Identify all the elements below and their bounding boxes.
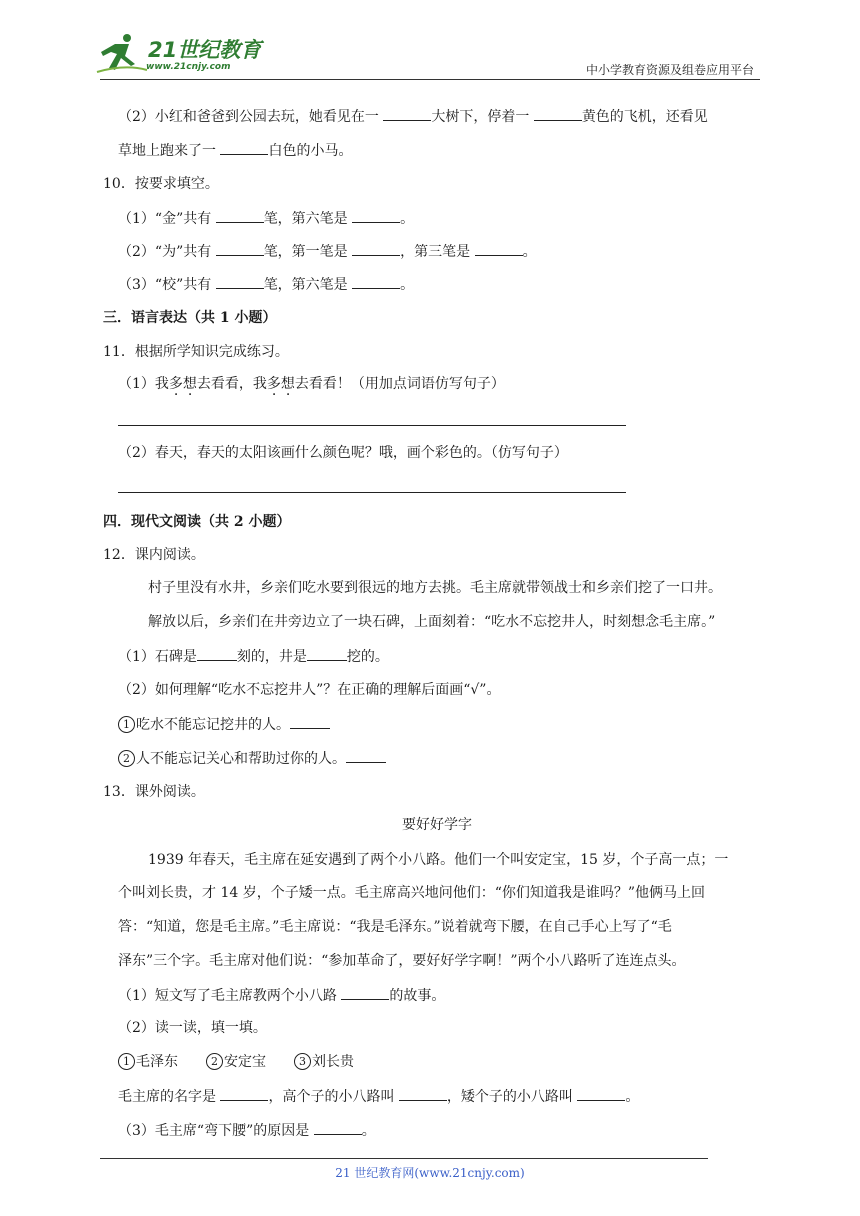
header-divider — [100, 79, 760, 80]
q13-2: （2）读一读，填一填。 — [118, 1020, 267, 1036]
q13-para-line1: 1939 年春天，毛主席在延安遇到了两个小八路。他们一个叫安定宝，15 岁，个子高一点；一 — [148, 852, 729, 868]
logo-text: 21世纪教育 — [148, 38, 262, 62]
q12-1: （1）石碑是 刻的，井是 挖的。 — [118, 646, 389, 667]
answer-blank[interactable] — [475, 241, 523, 256]
answer-blank[interactable] — [197, 646, 237, 661]
page-header — [0, 0, 860, 80]
q13-choices: 1 毛泽东 2 安定宝 3 刘长贵 — [118, 1052, 354, 1072]
section-4-heading: 四．现代文阅读（共 2 小题） — [103, 514, 291, 530]
answer-line[interactable] — [118, 492, 626, 493]
q10-3: （3）“校”共有 笔，第六笔是 。 — [118, 274, 414, 295]
q13-3: （3）毛主席“弯下腰”的原因是 。 — [118, 1120, 376, 1141]
q11-1: （1）我多想去看看，我多想去看看！（用加点词语仿写句子） — [118, 376, 505, 392]
q9-2-line1: （2）小红和爸爸到公园去玩，她看见在一 大树下，停着一 黄色的飞机，还看见 — [118, 106, 708, 127]
q10-2: （2）“为”共有 笔，第一笔是 ，第三笔是 。 — [118, 241, 537, 262]
q12-option-1: 1 吃水不能忘记挖井的人。 — [118, 714, 330, 735]
answer-line[interactable] — [118, 425, 626, 426]
answer-blank[interactable] — [352, 241, 400, 256]
answer-blank[interactable] — [399, 1086, 447, 1101]
q12-title: 12．课内阅读。 — [103, 547, 205, 563]
answer-blank[interactable] — [290, 714, 330, 729]
q12-2: （2）如何理解“吃水不忘挖井人”？在正确的理解后面画“√”。 — [118, 682, 501, 698]
passage-title: 要好好学字 — [402, 817, 472, 833]
q10-title: 10．按要求填空。 — [103, 176, 219, 192]
answer-blank[interactable] — [577, 1086, 625, 1101]
q13-1: （1）短文写了毛主席教两个小八路 的故事。 — [118, 985, 445, 1006]
answer-blank[interactable] — [352, 274, 400, 289]
footer-link[interactable]: 21 世纪教育网(www.21cnjy.com) — [335, 1166, 525, 1180]
q12-option-2: 2 人不能忘记关心和帮助过你的人。 — [118, 748, 386, 769]
answer-blank[interactable] — [216, 208, 264, 223]
q12-para2: 解放以后，乡亲们在井旁边立了一块石碑，上面刻着：“吃水不忘挖井人，时刻想念毛主席。” — [148, 614, 716, 630]
q13-para-line2: 个叫刘长贵，才 14 岁，个子矮一点。毛主席高兴地问他们：“你们知道我是谁吗？”他俩马上回 — [118, 885, 706, 901]
q13-title: 13．课外阅读。 — [103, 784, 205, 800]
answer-blank[interactable] — [341, 985, 389, 1000]
q9-2-line2: 草地上跑来了一 白色的小马。 — [118, 140, 352, 161]
footer-divider — [100, 1158, 708, 1159]
answer-blank[interactable] — [352, 208, 400, 223]
answer-blank[interactable] — [216, 241, 264, 256]
answer-blank[interactable] — [220, 1086, 268, 1101]
answer-blank[interactable] — [220, 140, 268, 155]
q10-1: （1）“金”共有 笔，第六笔是 。 — [118, 208, 414, 229]
answer-blank[interactable] — [307, 646, 347, 661]
q13-para-line4: 泽东”三个字。毛主席对他们说：“参加革命了，要好好学字啊！”两个小八路听了连连点头。 — [118, 953, 686, 969]
answer-blank[interactable] — [314, 1120, 362, 1135]
logo-url: www.21cnjy.com — [146, 62, 231, 72]
q13-para-line3: 答：“知道，您是毛主席。”毛主席说：“我是毛泽东。”说着就弯下腰，在自己手心上写了“毛 — [118, 919, 672, 935]
platform-title: 中小学教育资源及组卷应用平台 — [585, 63, 754, 77]
q11-2: （2）春天，春天的太阳该画什么颜色呢？哦，画个彩色的。（仿写句子） — [118, 445, 568, 461]
answer-blank[interactable] — [534, 106, 582, 121]
section-3-heading: 三．语言表达（共 1 小题） — [103, 310, 277, 326]
answer-blank[interactable] — [346, 748, 386, 763]
answer-blank[interactable] — [383, 106, 431, 121]
q11-title: 11．根据所学知识完成练习。 — [103, 344, 289, 360]
answer-blank[interactable] — [216, 274, 264, 289]
q12-para1: 村子里没有水井，乡亲们吃水要到很远的地方去挑。毛主席就带领战士和乡亲们挖了一口井。 — [148, 580, 722, 596]
q13-fill: 毛主席的名字是 ，高个子的小八路叫 ，矮个子的小八路叫 。 — [118, 1086, 639, 1107]
